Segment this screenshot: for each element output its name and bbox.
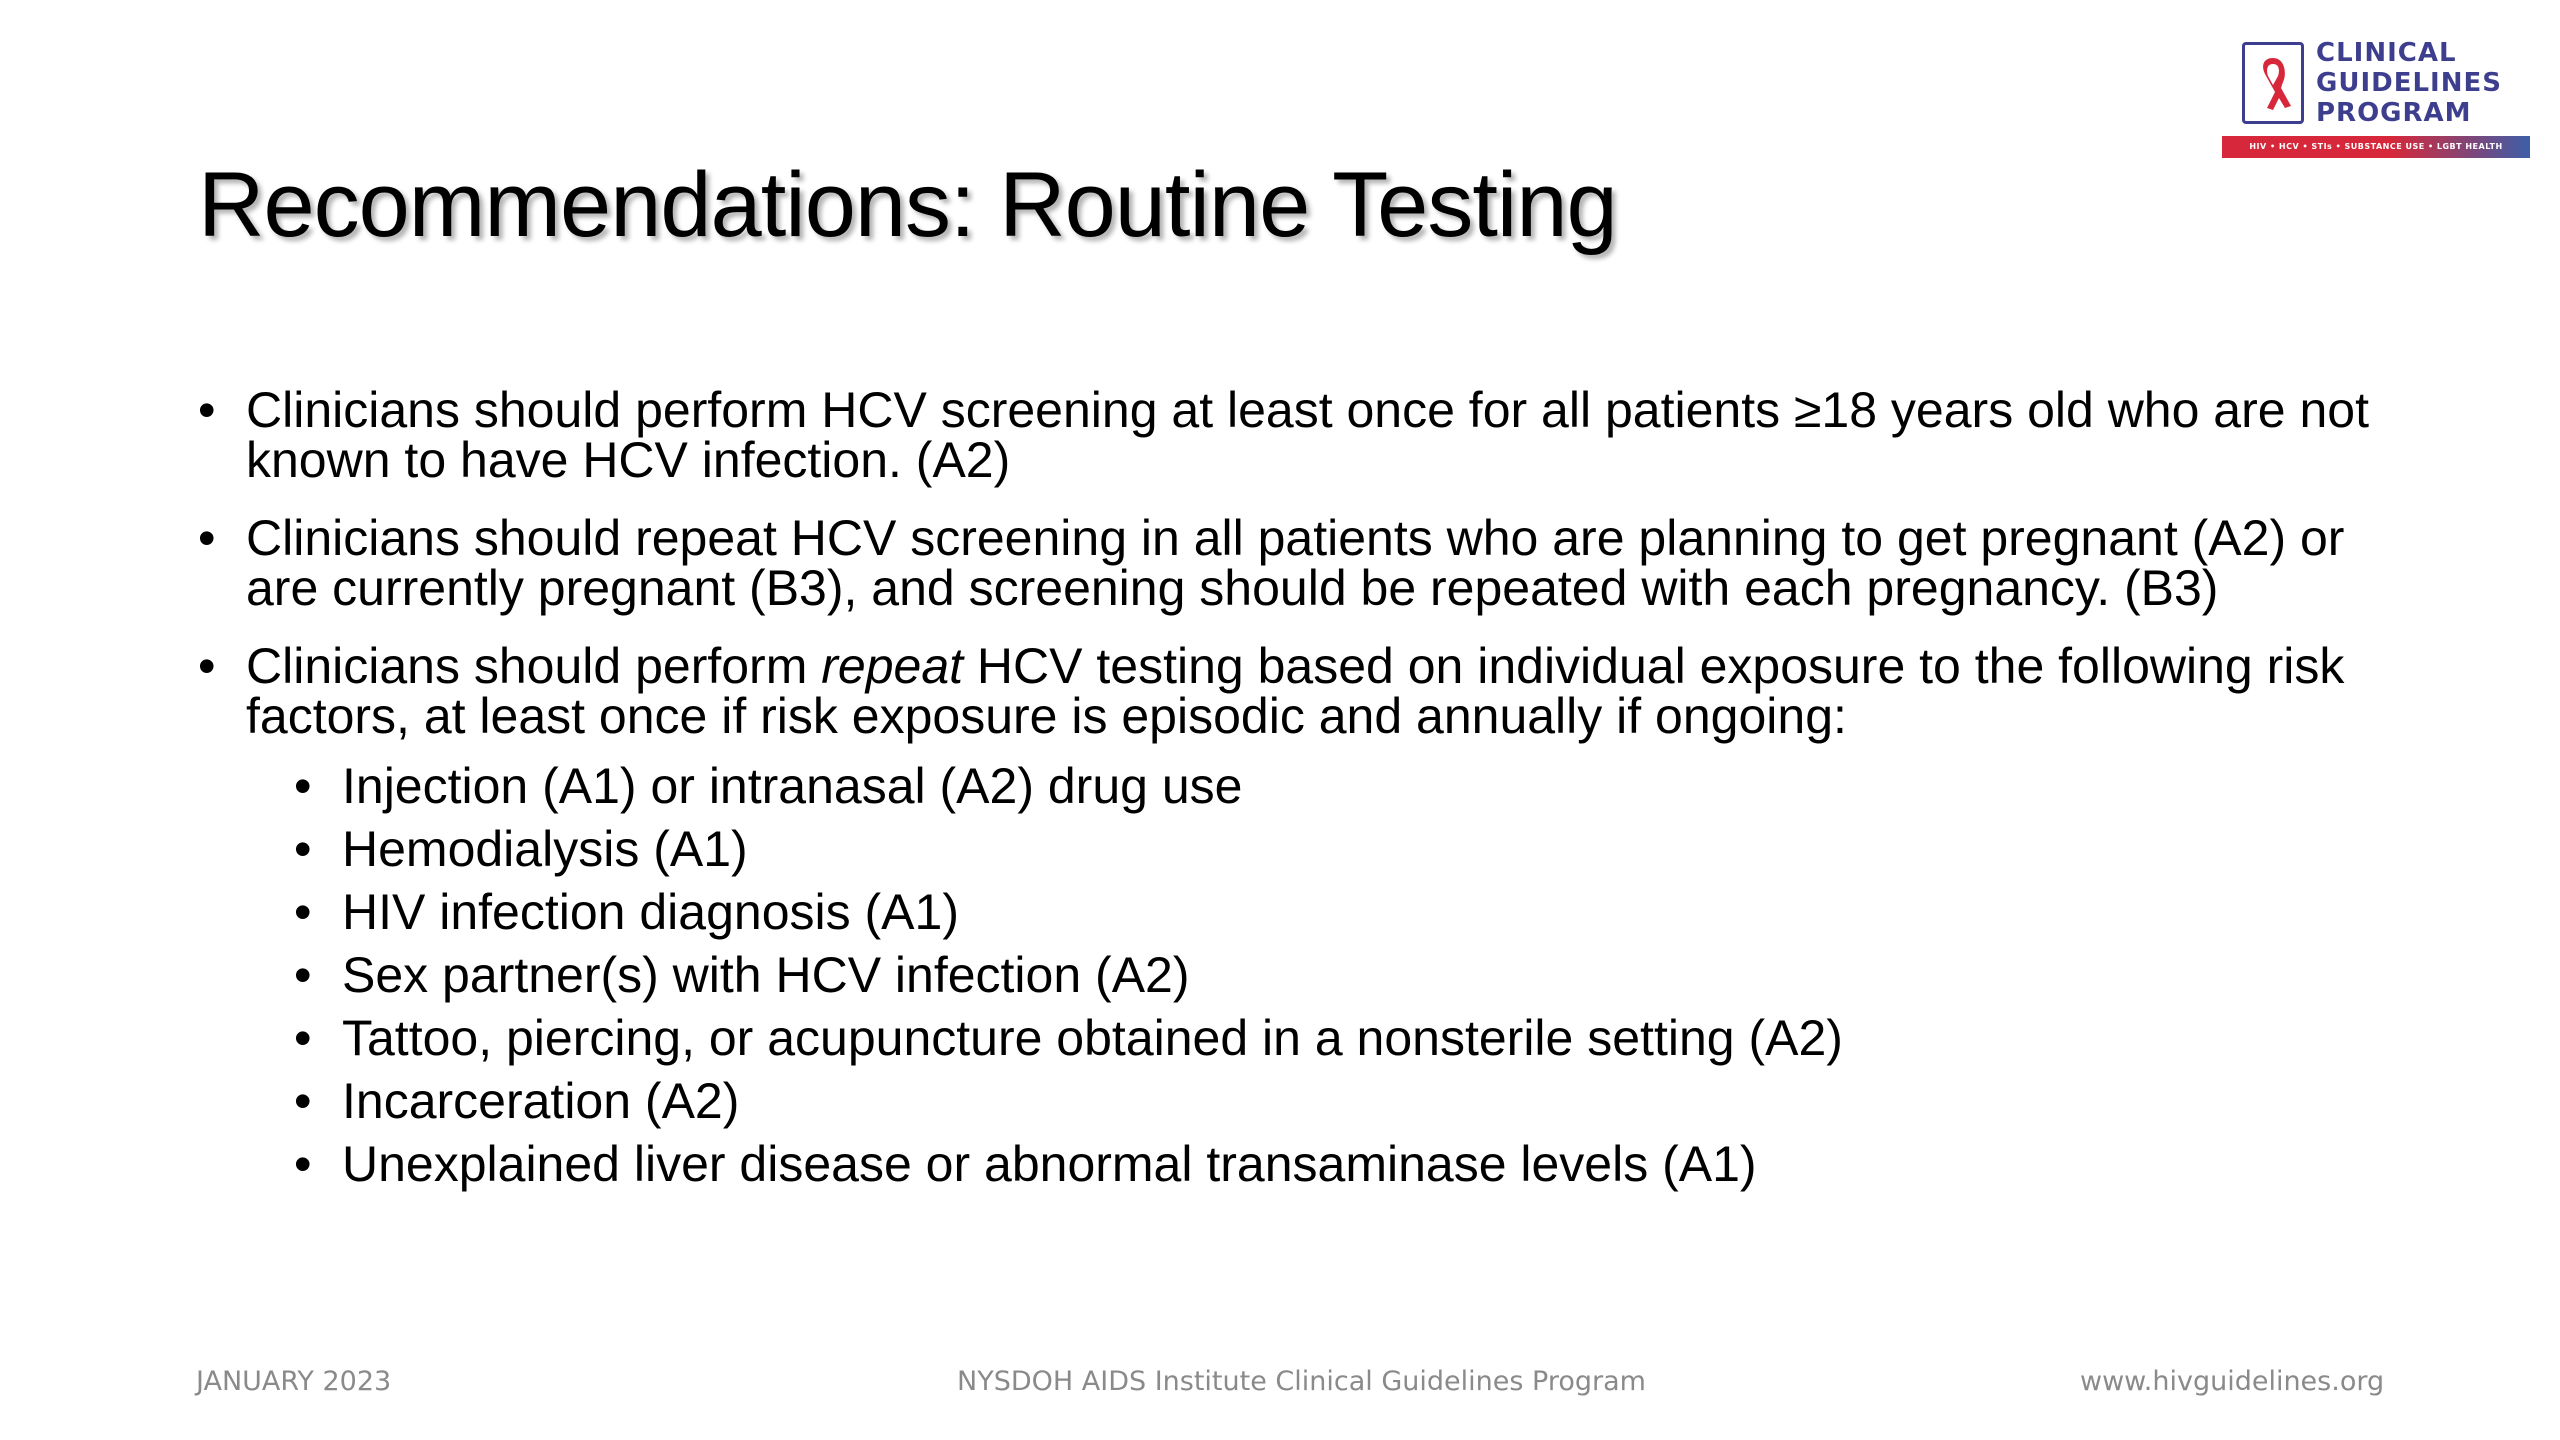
bullet-dot-icon: • [294,1010,312,1066]
bullet-text-after: HCV testing based on individual exposure to the following risk factors, at least once if risk exposure is episodic and annually if ongoing: [246,638,2345,744]
logo-wordmark [2316,38,2502,128]
slide-body [198,382,2378,1224]
risk-factor-item [294,755,2378,818]
footer-url[interactable]: www.hivguidelines.org [2080,1366,2385,1397]
risk-factor-item [294,881,2378,944]
bullet-text-before: Clinicians should perform [246,638,822,694]
bullet-dot-icon: • [198,510,216,566]
risk-factor-text: HIV infection diagnosis (A1) [342,884,959,940]
bullet-item-3 [198,638,2378,1196]
risk-factor-text: Tattoo, piercing, or acupuncture obtained in a nonsterile setting (A2) [342,1010,1843,1066]
risk-factor-text: Unexplained liver disease or abnormal transaminase levels (A1) [342,1136,1757,1192]
red-ribbon-icon [2242,42,2304,124]
risk-factor-text: Incarceration (A2) [342,1073,740,1129]
bullet-text: Clinicians should perform HCV screening at least once for all patients ≥18 years old who are not known to have HCV infection. (A2) [246,382,2369,488]
footer-organization: NYSDOH AIDS Institute Clinical Guidelines Program [957,1366,1646,1397]
logo-line-2: GUIDELINES [2316,68,2502,98]
risk-factor-item [294,1007,2378,1070]
risk-factor-list [246,755,2378,1196]
risk-factor-item [294,944,2378,1007]
bullet-text: Clinicians should repeat HCV screening in all patients who are planning to get pregnant (A2) or are currently pregnant (B3), and screening should be repeated with each pregnancy. (B3) [246,510,2345,616]
risk-factor-text: Injection (A1) or intranasal (A2) drug use [342,758,1243,814]
bullet-item-2 [198,510,2378,616]
bullet-item-1 [198,382,2378,488]
risk-factor-item [294,1070,2378,1133]
bullet-dot-icon: • [294,947,312,1003]
bullet-list [198,382,2378,1196]
risk-factor-text: Sex partner(s) with HCV infection (A2) [342,947,1190,1003]
footer-date: JANUARY 2023 [196,1366,392,1397]
bullet-dot-icon: • [294,1073,312,1129]
risk-factor-text: Hemodialysis (A1) [342,821,748,877]
risk-factor-item [294,818,2378,881]
bullet-dot-icon: • [294,758,312,814]
bullet-text-italic: repeat [821,638,964,694]
clinical-guidelines-logo [2222,38,2530,160]
logo-tagline: HIV • HCV • STIs • SUBSTANCE USE • LGBT HEALTH [2222,136,2530,158]
bullet-dot-icon: • [198,382,216,438]
risk-factor-item [294,1133,2378,1196]
logo-line-3: PROGRAM [2316,98,2472,128]
bullet-dot-icon: • [294,884,312,940]
bullet-dot-icon: • [294,1136,312,1192]
logo-line-1: CLINICAL [2316,38,2457,68]
bullet-dot-icon: • [294,821,312,877]
slide-title: Recommendations: Routine Testing [198,154,1617,256]
bullet-dot-icon: • [198,638,216,694]
